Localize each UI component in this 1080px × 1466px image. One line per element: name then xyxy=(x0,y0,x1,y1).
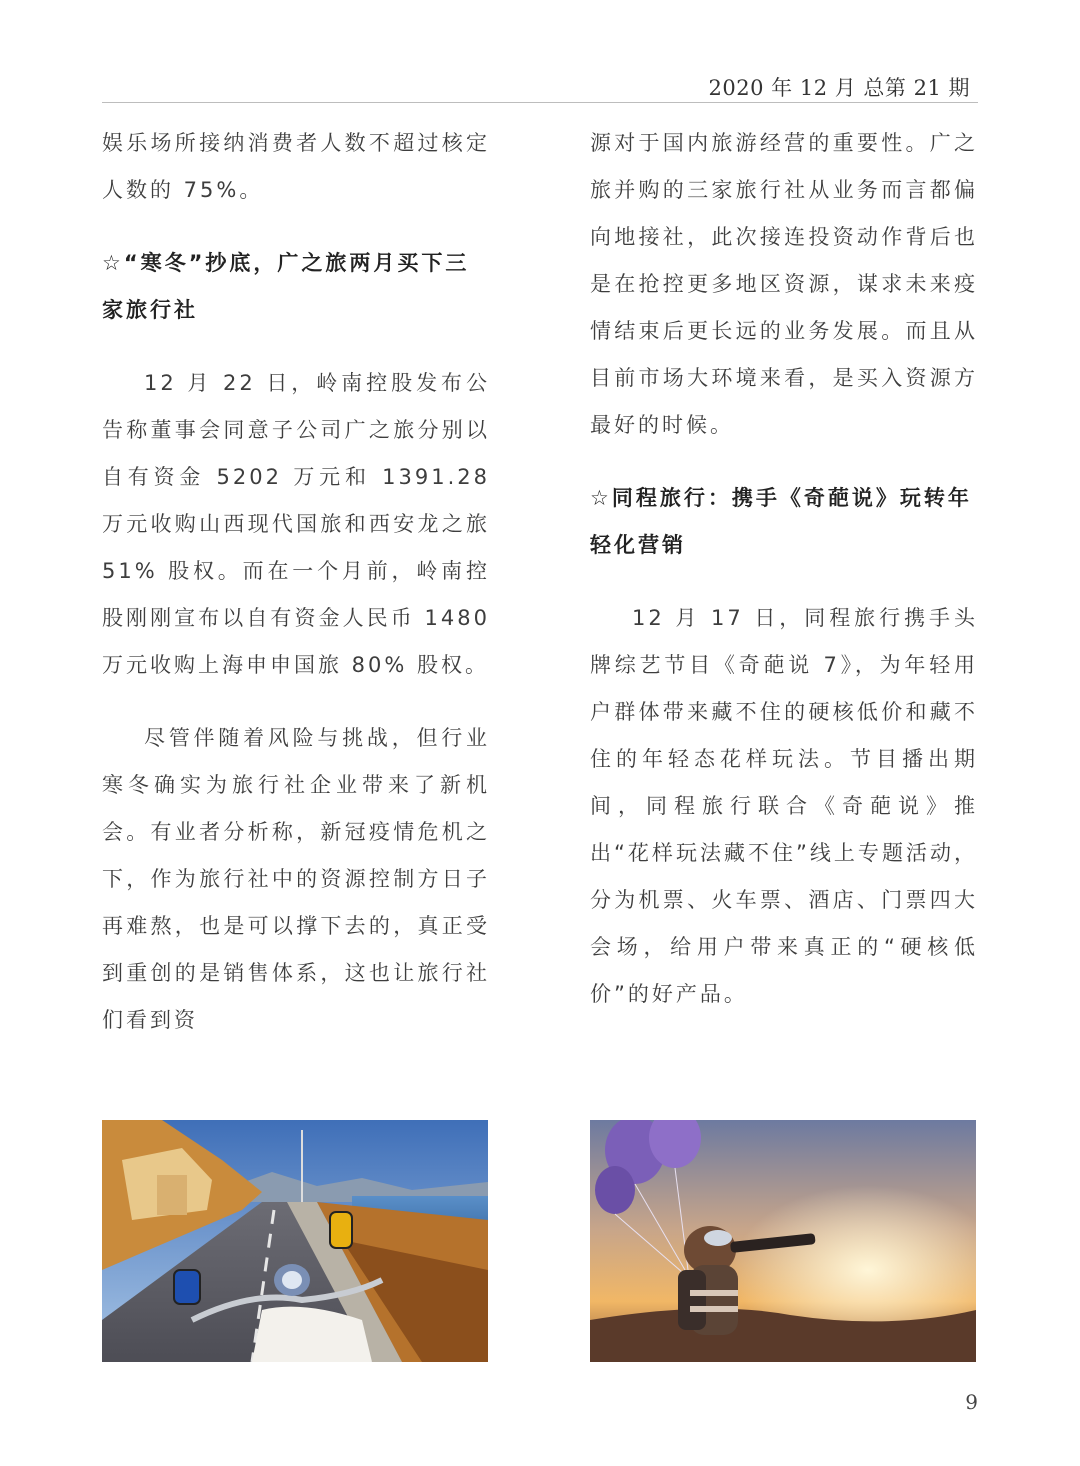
issue-header: 2020 年 12 月 总第 21 期 xyxy=(708,76,970,100)
header-divider xyxy=(102,102,978,103)
right-paragraph-2: 12 月 17 日，同程旅行携手头牌综艺节目《奇葩说 7》，为年轻用户群体带来藏不住的硬核低价和藏不住的年轻态花样玩法。节目播出期间，同程旅行联合《奇葩说》推出“花样玩法藏不住”线上专题活动，分为机票、火车票、酒店、门票四大会场，给用户带来真正的“硬核低价”的好产品。 xyxy=(590,606,978,1006)
left-paragraph-2: 12 月 22 日，岭南控股发布公告称董事会同意子公司广之旅分别以自有资金 5202 万元和 1391.28 万元收购山西现代国旅和西安龙之旅 51% 股权。而在一个月前，岭南控股刚刚宣布以自有资金人民币 1480 万元收购上海申申国旅 80% 股权。 xyxy=(102,371,490,677)
right-paragraph-1: 源对于国内旅游经营的重要性。广之旅并购的三家旅行社从业务而言都偏向地接社，此次接连投资动作背后也是在抢控更多地区资源，谋求未来疫情结束后更长远的业务发展。而且从目前市场大环境来看，是买入资源方最好的时候。 xyxy=(590,131,978,437)
right-column xyxy=(590,120,978,1018)
scooter-road-photo xyxy=(102,1120,488,1362)
left-paragraph-1: 娱乐场所接纳消费者人数不超过核定人数的 75%。 xyxy=(102,131,490,202)
section-heading-tongcheng: ☆同程旅行：携手《奇葩说》玩转年轻化营销 xyxy=(590,486,972,557)
left-column xyxy=(102,120,490,1044)
left-paragraph-3: 尽管伴随着风险与挑战，但行业寒冬确实为旅行社企业带来了新机会。有业者分析称，新冠疫情危机之下，作为旅行社中的资源控制方日子再难熬，也是可以撑下去的，真正受到重创的是销售体系，这也让旅行社们看到资 xyxy=(102,726,490,1032)
child-balloons-photo xyxy=(590,1120,976,1362)
page-number: 9 xyxy=(965,1390,978,1414)
section-heading-guangzhilv: ☆“寒冬”抄底，广之旅两月买下三家旅行社 xyxy=(102,251,470,322)
